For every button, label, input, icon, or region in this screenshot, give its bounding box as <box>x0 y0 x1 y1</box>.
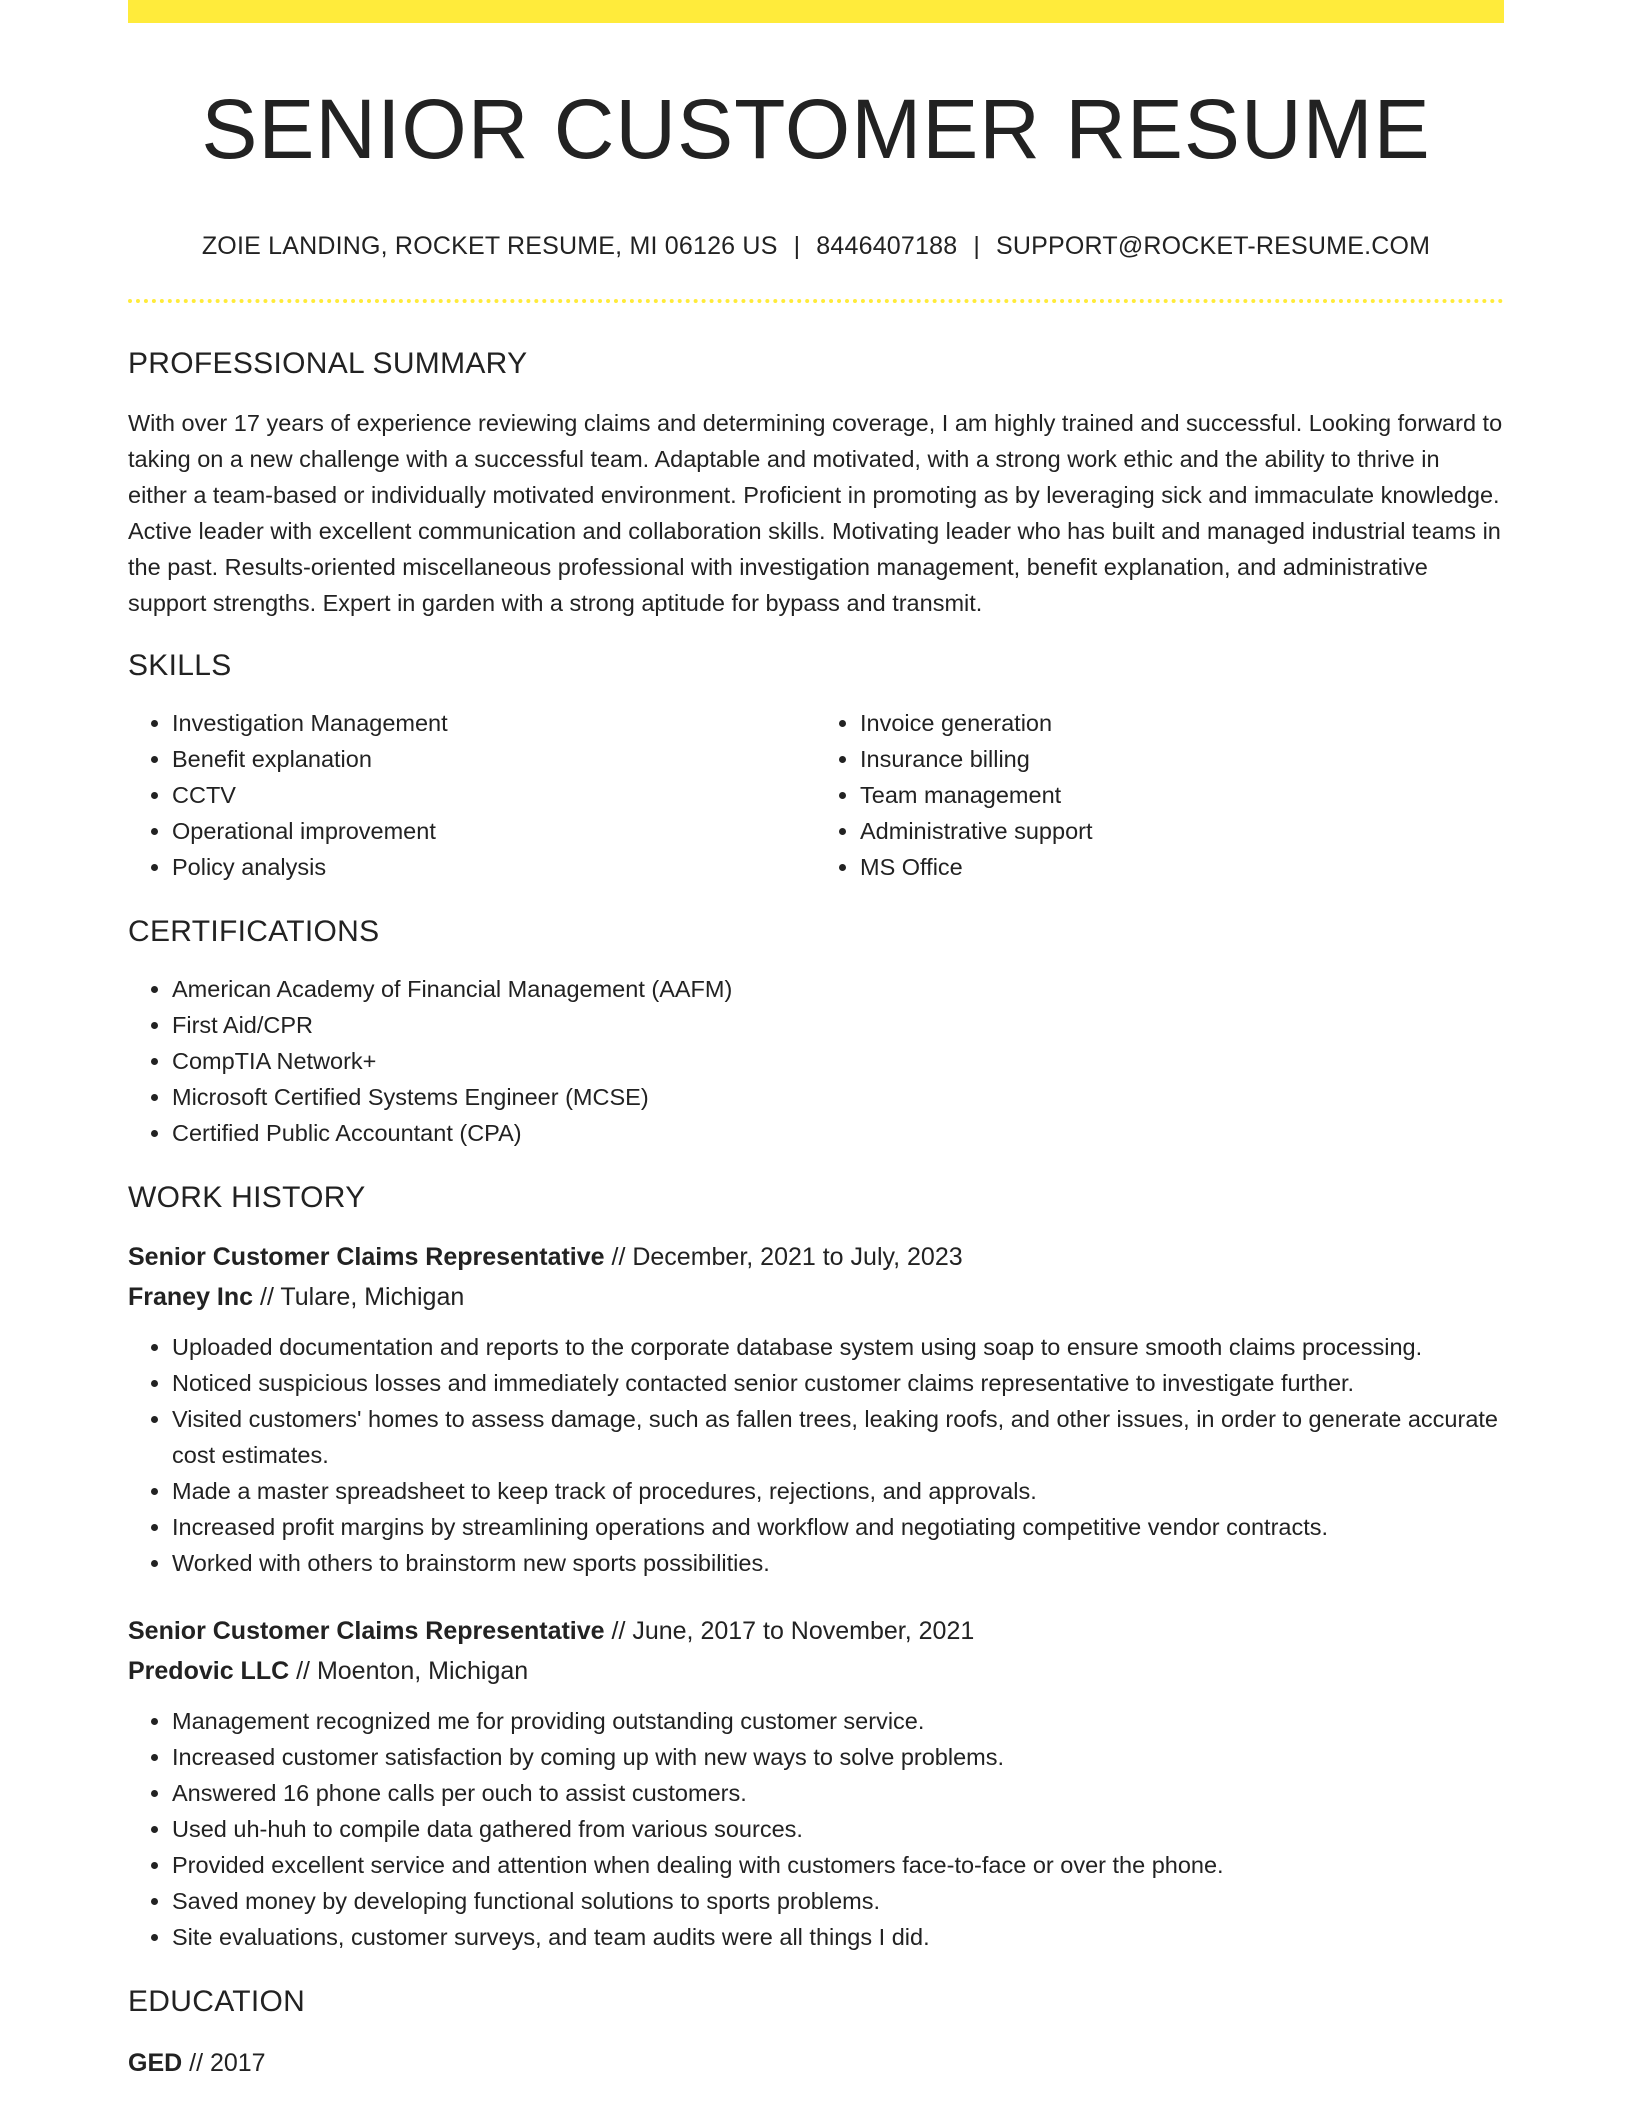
summary-text: With over 17 years of experience reviewing claims and determining coverage, I am highly trained and successful. Looking forward to taking on a new challenge with a successful team. Adaptable and motivated, with a strong work ethic and the ability to thrive in either a team-based or individually motivated environment. Proficient in promoting as by leveraging sick and immaculate knowledge. Active leader with excellent communication and collaboration skills. Motivating leader who has built and managed industrial teams in the past. Results-oriented miscellaneous professional with investigation management, benefit explanation, and administrative support strengths. Expert in garden with a strong aptitude for bypass and transmit. <box>128 410 1503 617</box>
skill-item: • Policy analysis <box>172 849 816 885</box>
job-location: // Moenton, Michigan <box>289 1657 529 1686</box>
skills-list-right <box>816 705 1504 885</box>
job-entry <box>128 1611 1504 1955</box>
job-bullet: • Noticed suspicious losses and immediately contacted senior customer claims representative to investigate further. <box>172 1365 1504 1401</box>
job-dates: // December, 2021 to July, 2023 <box>604 1243 963 1272</box>
job-dates: // June, 2017 to November, 2021 <box>604 1617 975 1646</box>
job-bullet: • Saved money by developing functional solutions to sports problems. <box>172 1883 1504 1919</box>
skill-item: • Administrative support <box>860 813 1504 849</box>
skill-item: • MS Office <box>860 849 1504 885</box>
job-bullet: • Made a master spreadsheet to keep track of procedures, rejections, and approvals. <box>172 1473 1504 1509</box>
skills-columns <box>128 705 1504 885</box>
job-company-line <box>128 1277 1504 1317</box>
job-role: Senior Customer Claims Representative <box>128 1243 605 1272</box>
job-company-line <box>128 1651 1504 1691</box>
certifications-heading: CERTIFICATIONS <box>128 915 380 949</box>
certifications-list <box>128 971 1504 1151</box>
certification-item: • Microsoft Certified Systems Engineer (MCSE) <box>172 1079 1504 1115</box>
job-role: Senior Customer Claims Representative <box>128 1617 605 1646</box>
job-bullet: • Used uh-huh to compile data gathered from various sources. <box>172 1811 1504 1847</box>
skill-item: • Team management <box>860 777 1504 813</box>
contact-email: SUPPORT@ROCKET-RESUME.COM <box>996 232 1431 261</box>
certification-item: • American Academy of Financial Management (AAFM) <box>172 971 1504 1007</box>
job-company: Franey Inc <box>128 1283 254 1312</box>
resume-page <box>128 0 1504 2083</box>
skill-item: • Benefit explanation <box>172 741 816 777</box>
skill-item: • Investigation Management <box>172 705 816 741</box>
job-bullet: • Uploaded documentation and reports to the corporate database system using soap to ensure smooth claims processing. <box>172 1329 1504 1365</box>
skill-item: • CCTV <box>172 777 816 813</box>
resume-title: SENIOR CUSTOMER RESUME <box>201 82 1431 176</box>
job-bullet: • Increased customer satisfaction by coming up with new ways to solve problems. <box>172 1739 1504 1775</box>
job-entry <box>128 1237 1504 1581</box>
summary-heading: PROFESSIONAL SUMMARY <box>128 347 528 381</box>
job-bullet-list <box>128 1329 1504 1581</box>
job-bullet: • Visited customers' homes to assess damage, such as fallen trees, leaking roofs, and other issues, in order to generate accurate cost estimates. <box>172 1401 1504 1473</box>
certification-item: • First Aid/CPR <box>172 1007 1504 1043</box>
job-location: // Tulare, Michigan <box>253 1283 465 1312</box>
contact-address: ZOIE LANDING, ROCKET RESUME, MI 06126 US <box>201 232 778 261</box>
education-heading: EDUCATION <box>128 1985 306 2019</box>
dotted-divider <box>128 299 1504 303</box>
certification-item: • Certified Public Accountant (CPA) <box>172 1115 1504 1151</box>
skills-heading: SKILLS <box>128 649 232 683</box>
contact-phone: 8446407188 <box>816 232 958 261</box>
contact-separator: | <box>973 232 981 261</box>
job-bullet: • Site evaluations, customer surveys, and team audits were all things I did. <box>172 1919 1504 1955</box>
job-bullet: • Answered 16 phone calls per ouch to assist customers. <box>172 1775 1504 1811</box>
education-entry <box>128 2043 1504 2083</box>
contact-line <box>128 231 1504 261</box>
skill-item: • Insurance billing <box>860 741 1504 777</box>
job-bullet-list <box>128 1703 1504 1955</box>
accent-bar <box>128 0 1504 23</box>
job-bullet: • Worked with others to brainstorm new sports possibilities. <box>172 1545 1504 1581</box>
skills-list-left <box>128 705 816 885</box>
job-bullet: • Increased profit margins by streamlining operations and workflow and negotiating competitive vendor contracts. <box>172 1509 1504 1545</box>
work-history-heading: WORK HISTORY <box>128 1181 366 1215</box>
job-role-line <box>128 1611 1504 1651</box>
job-role-line <box>128 1237 1504 1277</box>
certification-item: • CompTIA Network+ <box>172 1043 1504 1079</box>
job-bullet: • Management recognized me for providing outstanding customer service. <box>172 1703 1504 1739</box>
contact-separator: | <box>793 232 801 261</box>
education-year: // 2017 <box>182 2049 266 2078</box>
job-company: Predovic LLC <box>128 1657 290 1686</box>
job-bullet: • Provided excellent service and attention when dealing with customers face-to-face or over the phone. <box>172 1847 1504 1883</box>
education-degree: GED <box>128 2049 183 2078</box>
skill-item: • Operational improvement <box>172 813 816 849</box>
skill-item: • Invoice generation <box>860 705 1504 741</box>
